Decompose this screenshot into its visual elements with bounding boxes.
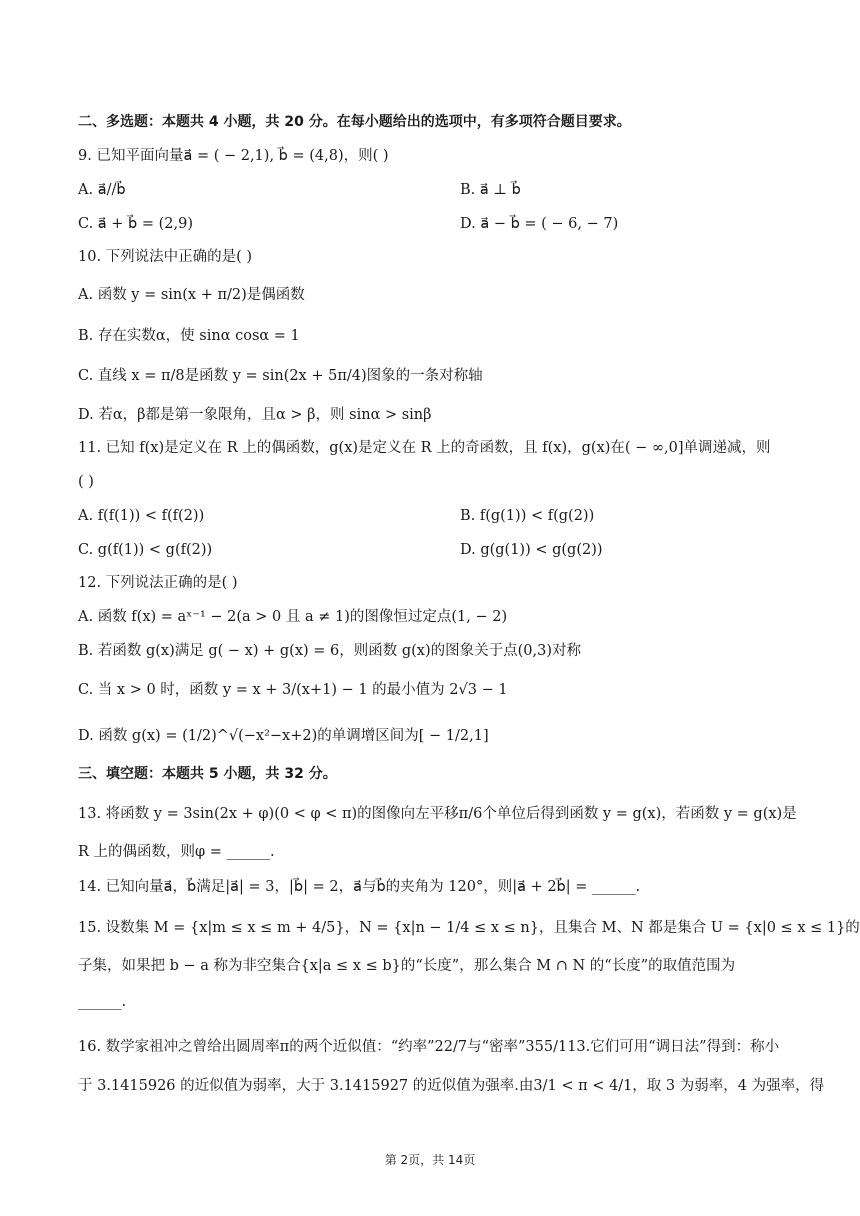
question-9-option-c: C. a⃗ + b⃗ = (2,9) D. a⃗ − b⃗ = ( − 6, − 7)	[78, 216, 619, 232]
question-10-option-d: D. 若α，β都是第一象限角，且α > β，则 sinα > sinβ	[78, 407, 432, 423]
question-15-line-1: 15. 设数集 M = {x|m ≤ x ≤ m + 4/5}，N = {x|n − 1/4 ≤ x ≤ n}，且集合 M、N 都是集合 U = {x|0 ≤ x ≤ 1}的	[78, 920, 860, 936]
question-11-option-a: A. f(f(1)) < f(f(2)) B. f(g(1)) < f(g(2))	[78, 508, 595, 524]
question-10-option-c: C. 直线 x = π/8是函数 y = sin(2x + 5π/4)图象的一条对称轴	[78, 368, 483, 384]
question-9-option-b: B. a⃗ ⊥ b⃗	[460, 182, 521, 198]
question-12-option-c: C. 当 x > 0 时，函数 y = x + 3/(x+1) − 1 的最小值为 2√3 − 1	[78, 682, 508, 698]
question-11-stem: 11. 已知 f(x)是定义在 R 上的偶函数，g(x)是定义在 R 上的奇函数，且 f(x)，g(x)在( − ∞,0]单调递减，则	[78, 440, 771, 456]
question-9-stem: 9. 已知平面向量a⃗ = ( − 2,1), b⃗ = (4,8)，则( )	[78, 148, 389, 164]
page-footer: 第 2页，共 14页	[384, 1153, 476, 1167]
question-9-option-d: D. a⃗ − b⃗ = ( − 6, − 7)	[460, 216, 619, 232]
question-12-stem: 12. 下列说法正确的是( )	[78, 575, 238, 591]
question-12-option-a: A. 函数 f(x) = aˣ⁻¹ − 2(a > 0 且 a ≠ 1)的图像恒过定点(1, − 2)	[78, 609, 508, 625]
question-16-line-1: 16. 数学家祖冲之曾给出圆周率π的两个近似值：“约率”22/7与“密率”355/113.它们可用“调日法”得到：称小	[78, 1039, 780, 1055]
question-15-line-3: ______.	[78, 994, 127, 1010]
question-13-line-2: R 上的偶函数，则φ = ______.	[78, 844, 275, 860]
question-11-stem-brackets: ( )	[78, 474, 94, 490]
question-11-option-b: B. f(g(1)) < f(g(2))	[460, 508, 595, 524]
question-10-option-b: B. 存在实数α，使 sinα cosα = 1	[78, 328, 300, 344]
question-16-line-2: 于 3.1415926 的近似值为弱率，大于 3.1415927 的近似值为强率.由3/1 < π < 4/1，取 3 为弱率，4 为强率，得	[78, 1078, 825, 1094]
question-12-option-b: B. 若函数 g(x)满足 g( − x) + g(x) = 6，则函数 g(x)的图象关于点(0,3)对称	[78, 643, 581, 659]
question-14-line-1: 14. 已知向量a⃗，b⃗满足|a⃗| = 3，|b⃗| = 2，a⃗与b⃗的夹角为 120°，则|a⃗ + 2b⃗| = ______.	[78, 879, 641, 895]
question-12-option-d: D. 函数 g(x) = (1/2)^√(−x²−x+2)的单调增区间为[ − 1/2,1]	[78, 728, 489, 744]
question-9-option-a: A. a⃗//b⃗ B. a⃗ ⊥ b⃗	[78, 182, 521, 198]
section-heading-multiple-choice: 二、多选题：本题共 4 小题，共 20 分。在每小题给出的选项中，有多项符合题目要求。	[78, 114, 631, 130]
question-15-line-2: 子集，如果把 b − a 称为非空集合{x|a ≤ x ≤ b}的“长度”，那么集合 M ∩ N 的“长度”的取值范围为	[78, 958, 736, 974]
question-13-line-1: 13. 将函数 y = 3sin(2x + φ)(0 < φ < π)的图像向左平移π/6个单位后得到函数 y = g(x)，若函数 y = g(x)是	[78, 806, 797, 822]
section-heading-fill-in: 三、填空题：本题共 5 小题，共 32 分。	[78, 766, 337, 782]
question-11-option-c: C. g(f(1)) < g(f(2)) D. g(g(1)) < g(g(2))	[78, 542, 603, 558]
question-11-option-d: D. g(g(1)) < g(g(2))	[460, 542, 603, 558]
question-10-stem: 10. 下列说法中正确的是( )	[78, 249, 253, 265]
question-10-option-a: A. 函数 y = sin(x + π/2)是偶函数	[78, 287, 305, 303]
